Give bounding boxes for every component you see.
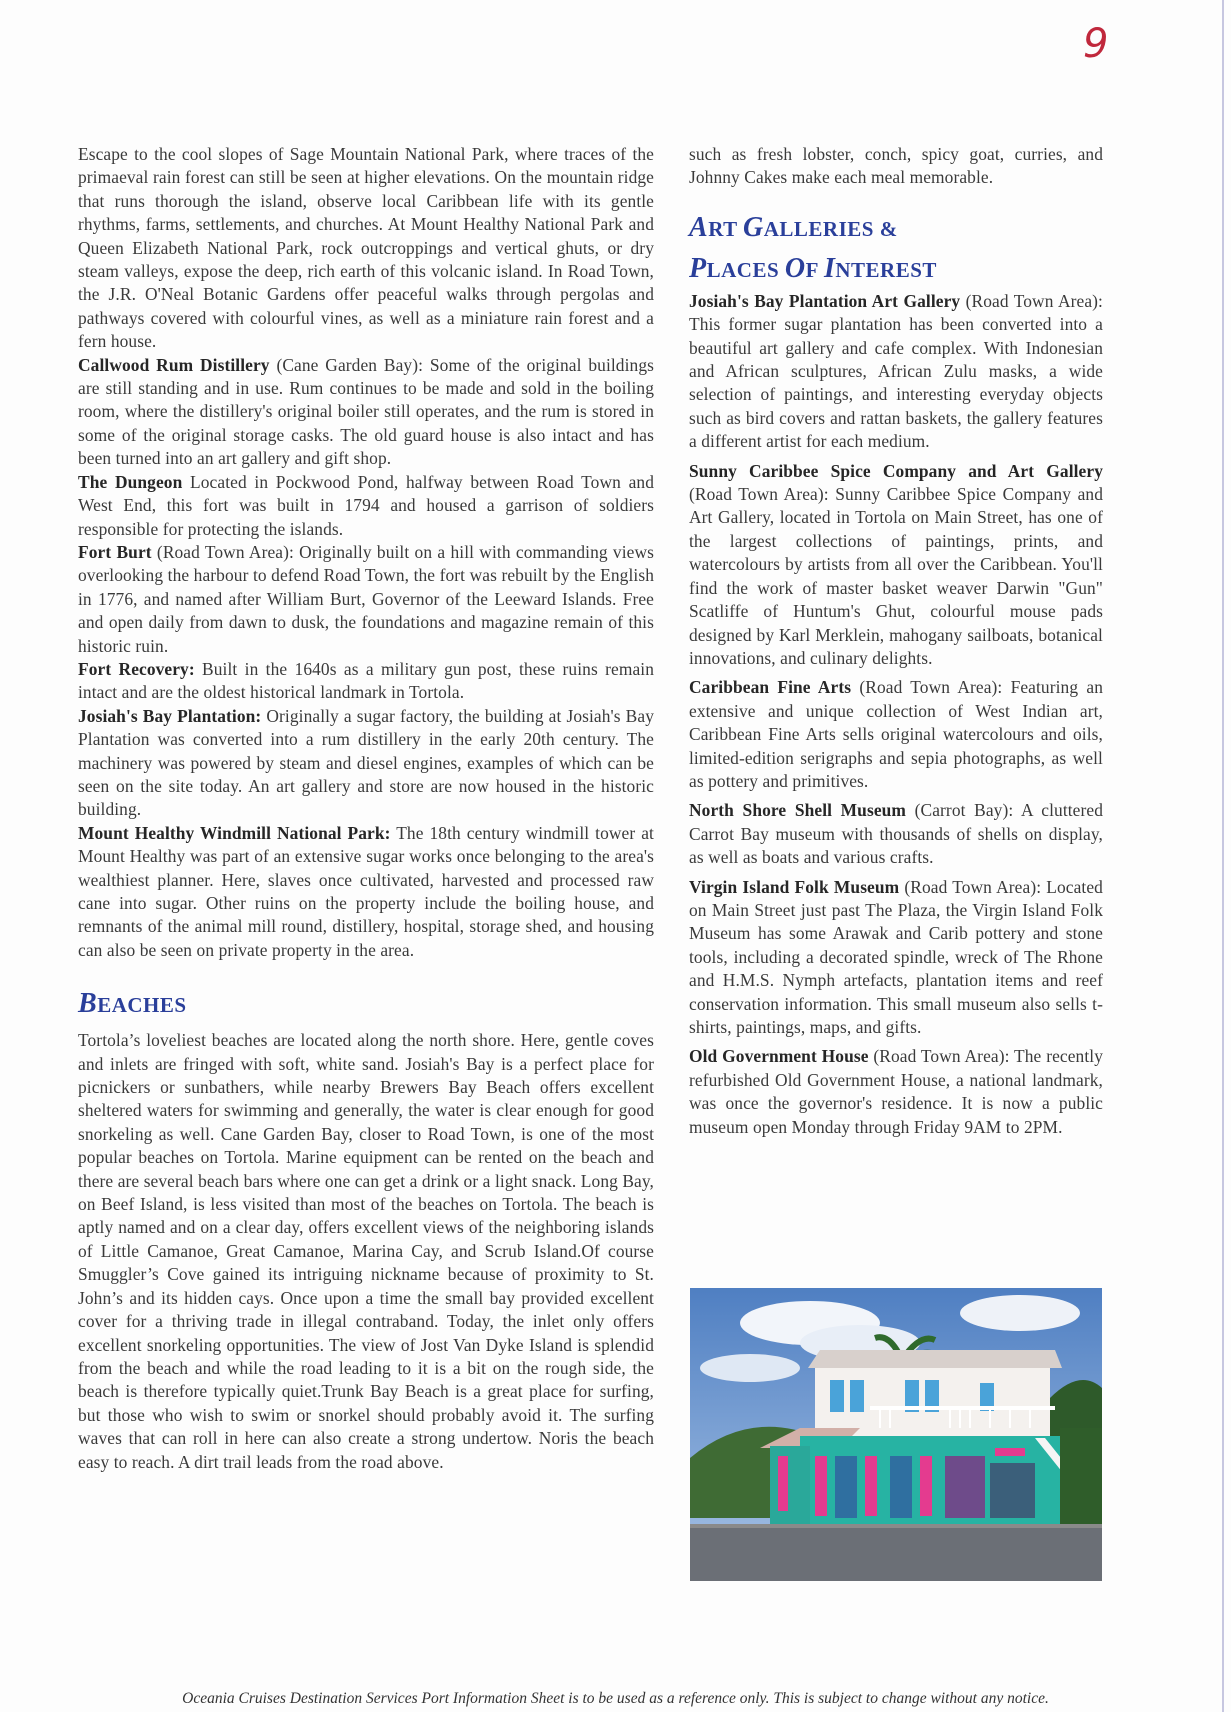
entry-text: (Road Town Area): Located on Main Street just past The Plaza, the Virgin Island Folk Museum has some Arawak and Carib pottery and stone tools, including a decorated spindle, wreck of The Rhone and H.M.S. Nymph artefacts, plantation items and reef conservation information. This small museum also sells t-shirts, paintings, maps, and gifts.: [689, 876, 1103, 1037]
entry-title: North Shore Shell Museum: [689, 800, 907, 821]
entry-text: The 18th century windmill tower at Mount Healthy was part of an extensive sugar works once belonging to the area's wealthiest planner. Here, slaves once cultivated, harvested and processed raw cane into sugar. Other ruins on the property include the boiling house, and remnants of the animal mill round, distillery, hospital, storage shed, and housing can also be seen on private property in the area.: [78, 822, 654, 960]
entry-title: Mount Healthy Windmill National Park:: [78, 822, 391, 843]
heading-text: RT: [708, 216, 743, 241]
heading-text: LACES: [706, 257, 785, 282]
entry-text: (Carrot Bay): A cluttered Carrot Bay museum with thousands of shells on display, as well as boats and various crafts.: [689, 800, 1104, 868]
entry-title: Old Government House: [689, 1046, 869, 1067]
heading-text: F: [805, 257, 824, 282]
entry-title: Josiah's Bay Plantation:: [78, 705, 262, 726]
heading-initial: A: [689, 211, 709, 243]
entry-title: Callwood Rum Distillery: [78, 354, 270, 375]
attraction-entry: [78, 541, 654, 658]
beaches-heading: [78, 984, 654, 1025]
heading-initial: G: [743, 211, 764, 243]
entry-text: (Road Town Area): Featuring an extensive and unique collection of West Indian art, Caribbean Fine Arts sells original watercolours and oils, limited-edition serigraphs and sepia photographs, as well as pottery and primitives.: [689, 677, 1103, 791]
entry-text: Built in the 1640s as a military gun post, these ruins remain intact and are the oldest historical landmark in Tortola.: [78, 658, 655, 703]
entry-text: Located in Pockwood Pond, halfway between Road Town and West End, this fort was built in 1794 and housed a garrison of soldiers responsible for protecting the islands.: [78, 471, 654, 539]
entry-title: The Dungeon: [78, 471, 183, 492]
left-column: [78, 143, 654, 1474]
entry-title: Caribbean Fine Arts: [689, 677, 852, 698]
gallery-entry: [689, 290, 1103, 454]
attraction-entry: [78, 354, 654, 471]
building-photo: [690, 1288, 1102, 1581]
entry-title: Virgin Island Folk Museum: [689, 876, 900, 897]
entry-text: Originally a sugar factory, the building at Josiah's Bay Plantation was converted into a rum distillery in the early 20th century. The machinery was powered by steam and diesel engines, examples of which can be seen on the site today. An art gallery and store are now housed in the historic building.: [78, 705, 654, 820]
heading-initial: O: [784, 252, 806, 284]
right-column: [689, 143, 1103, 1139]
entry-title: Sunny Caribbee Spice Company and Art Gallery: [689, 460, 1103, 481]
gallery-entry: [689, 1045, 1103, 1139]
intro-paragraph: Escape to the cool slopes of Sage Mountain National Park, where traces of the primaeval rain forest can still be seen at higher elevations. On the mountain ridge that runs thorough the island, observe local Caribbean life with its gentle rhythms, farms, settlements, and churches. At Mount Healthy National Park and Queen Elizabeth National Park, rock outcroppings and vertical ghuts, or dry steam valleys, expose the deep, rich earth of this volcanic island. In Road Town, the J.R. O'Neal Botanic Gardens offer peaceful walks through pergolas and pathways covered with colourful vines, as well as a miniature rain forest and a fern house.: [78, 144, 654, 352]
entry-title: Fort Burt: [78, 541, 152, 562]
gallery-entry: [689, 676, 1103, 793]
heading-text: NTEREST: [835, 257, 937, 282]
attraction-entry: [78, 822, 654, 962]
gallery-entry: [689, 876, 1103, 1040]
entry-text: (Road Town Area): The recently refurbished Old Government House, a national landmark, was once the governor's residence. It is now a public museum open Monday through Friday 9AM to 2PM.: [689, 1046, 1103, 1137]
heading-text: EACHES: [97, 993, 187, 1018]
attraction-entry: [78, 705, 654, 822]
footer-disclaimer: Oceania Cruises Destination Services Port Information Sheet is to be used as a reference only. This is subject to change without any notice.: [182, 1690, 1049, 1707]
carryover-paragraph: such as fresh lobster, conch, spicy goat, curries, and Johnny Cakes make each meal memorable.: [689, 144, 1103, 188]
heading-initial: B: [78, 988, 98, 1020]
entry-title: Fort Recovery:: [78, 658, 195, 679]
page-edge-line: [1222, 0, 1224, 1712]
heading-initial: I: [823, 252, 836, 284]
entry-text: (Road Town Area): Sunny Caribbee Spice Company and Art Gallery, located in Tortola on Main Street, has one of the largest collections of paintings, prints, and watercolours by artists from all over the Caribbean. You'll find the work of master basket weaver Darwin "Gun" Scatliffe of Huntum's Ghut, colourful mouse pads designed by Karl Merklein, mahogany sailboats, botanical innovations, and culinary delights.: [689, 484, 1103, 668]
gallery-entry: [689, 460, 1103, 671]
beaches-paragraph: Tortola’s loveliest beaches are located along the north shore. Here, gentle coves and inlets are fringed with soft, white sand. Josiah's Bay is a perfect place for picnickers or sunbathers, while nearby Brewers Bay Beach offers excellent sheltered waters for swimming and generally, the water is clear enough for good snorkeling as well. Cane Garden Bay, closer to Road Town, is one of the most popular beaches on Tortola. Marine equipment can be rented on the beach and there are several beach bars where one can get a drink or a light snack. Long Bay, on Beef Island, is less visited than most of the beaches on Tortola. The beach is aptly named and on a clear day, offers excellent views of the neighboring islands of Little Camanoe, Great Camanoe, Marina Cay, and Scrub Island.Of course Smuggler’s Cove gained its intriguing nickname because of proximity to St. John’s and its hidden cays. Once upon a time the small bay provided excellent cover for a thriving trade in illegal contraband. Today, the inlet only offers excellent snorkeling opportunities. The view of Jost Van Dyke Island is splendid from the beach and while the road leading to it is a bit on the rough side, the beach is therefore typically quiet.Trunk Bay Beach is a great place for surfing, but those who wish to swim or snorkel should probably avoid it. The surfing waves that can roll in here can also create a strong undertow. Noris the beach easy to reach. A dirt trail leads from the road above.: [78, 1030, 654, 1472]
entry-text: (Cane Garden Bay): Some of the original buildings are still standing and in use. Rum continues to be made and sold in the boiling room, where the distillery's original boiler still operates, and the rum is stored in some of the original storage casks. The old guard house is also intact and has been turned into an art gallery and gift shop.: [78, 354, 654, 469]
entry-text: (Road Town Area): This former sugar plantation has been converted into a beautiful art gallery and cafe complex. With Indonesian and African sculptures, African Zulu masks, a wide selection of paintings, and interesting everyday objects such as bird covers and rattan baskets, the gallery features a different artist for each medium.: [689, 290, 1103, 452]
gallery-entry: [689, 799, 1103, 869]
attraction-entry: [78, 471, 654, 541]
art-galleries-heading: [689, 208, 1103, 290]
attraction-entry: [78, 658, 654, 705]
heading-text: ALLERIES &: [763, 216, 898, 241]
entry-text: (Road Town Area): Originally built on a hill with commanding views overlooking the harbour to defend Road Town, the fort was rebuilt by the English in 1776, and named after William Burt, Governor of the Leeward Islands. Free and open daily from dawn to dusk, the foundations and magazine remain of this historic ruin.: [78, 541, 654, 656]
heading-initial: P: [689, 252, 707, 284]
entry-title: Josiah's Bay Plantation Art Gallery: [689, 290, 961, 311]
page-number: 9: [1083, 21, 1109, 67]
